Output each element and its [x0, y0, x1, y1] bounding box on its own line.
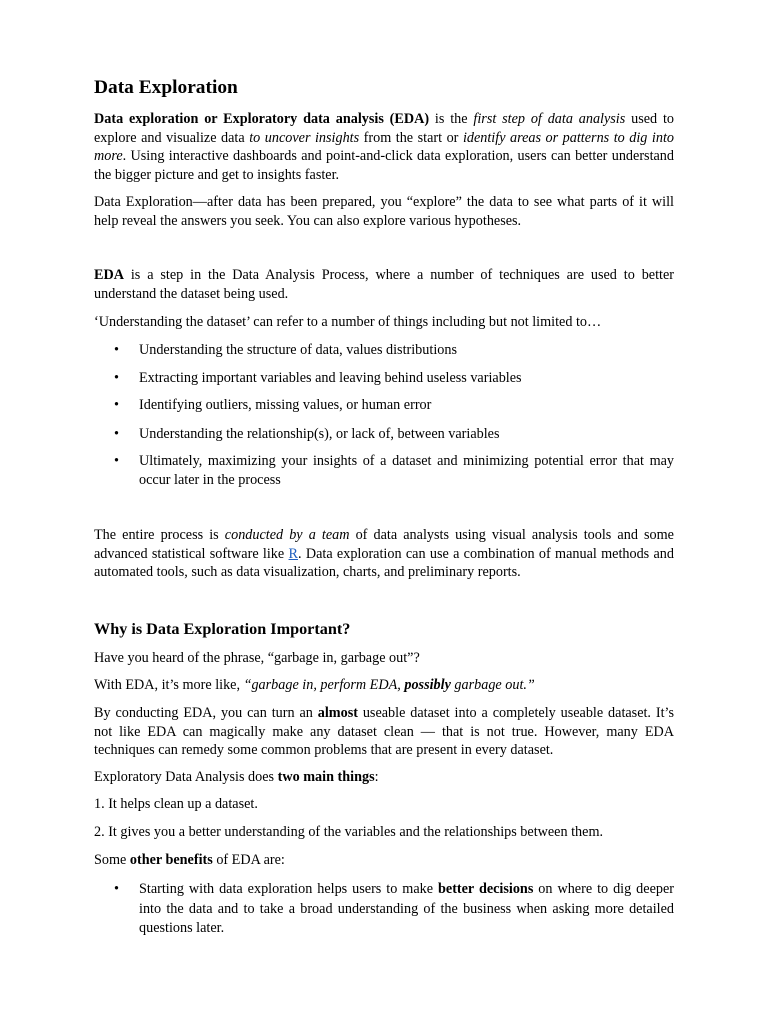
intro-paragraph: [94, 110, 674, 184]
understanding-list: [94, 341, 674, 490]
two-things-text-1: Exploratory Data Analysis does: [94, 769, 278, 785]
eda-phrase-italic-2: garbage out.”: [450, 677, 535, 693]
process-paragraph: [94, 526, 674, 582]
intro-text-3: from the start or: [359, 129, 463, 146]
benefits-bold: other benefits: [129, 852, 213, 868]
point-two: 2. It gives you a better understanding of the variables and the relationships between them.: [94, 824, 604, 840]
two-things-bold: two main things: [277, 769, 375, 785]
intro-italic-2: to uncover insights: [249, 129, 360, 146]
page-title: Data Exploration: [94, 77, 238, 98]
process-text-1: The entire process is: [94, 527, 225, 543]
phrase-question: Have you heard of the phrase, “garbage in, garbage out”?: [94, 650, 420, 666]
list-item: [94, 452, 674, 489]
conducting-paragraph: [94, 704, 674, 760]
benefits-list: [94, 880, 674, 939]
two-things-text-2: :: [374, 769, 379, 785]
benefits-text-2: of EDA are:: [212, 852, 285, 868]
process-text-2: of data analysts using visual analysis tools and some advanced statistical software like: [94, 527, 674, 562]
bullet-marker: •: [114, 453, 119, 470]
process-text-3: . Data exploration can use a combination of manual methods and automated tools, such as data visualization, charts, and preliminary reports.: [94, 545, 674, 581]
eda-phrase-italic-1: “garbage in, perform EDA,: [243, 677, 405, 693]
eda-bold-term: EDA: [94, 267, 124, 283]
conducting-text-1: By conducting EDA, you can turn an: [94, 705, 318, 721]
conducting-text-2: useable dataset into a completely useable dataset. It’s not like EDA can magically make any dataset clean — that is not true. However, many EDA techniques can remedy some common problems that are present in every dataset.: [94, 705, 675, 759]
intro-text-1: is the: [429, 111, 474, 127]
point-one: 1. It helps clean up a dataset.: [94, 796, 258, 812]
eda-phrase: [94, 676, 674, 695]
definition-paragraph: Data Exploration—after data has been prepared, you “explore” the data to see what parts of it will help reveal the answers you seek. You can also explore various hypotheses.: [94, 194, 674, 229]
list-item: [94, 396, 674, 415]
bullet-marker: •: [114, 342, 119, 358]
section-heading: Why is Data Exploration Important?: [94, 620, 351, 638]
benefits-text-1: Some: [94, 852, 130, 868]
benefit-text-1: Starting with data exploration helps users to make: [139, 881, 438, 897]
bullet-marker: •: [114, 369, 119, 386]
list-item-text: Identifying outliers, missing values, or human error: [139, 397, 432, 414]
two-things-paragraph: [94, 768, 674, 787]
list-item-text: [139, 880, 674, 939]
conducting-bold: almost: [317, 705, 358, 721]
benefits-intro: [94, 851, 674, 870]
list-item: [94, 880, 674, 939]
list-item: [94, 425, 674, 444]
eda-paragraph: [94, 266, 674, 303]
list-item-text: Understanding the structure of data, values distributions: [139, 342, 457, 358]
list-item-text: Extracting important variables and leaving behind useless variables: [139, 369, 522, 386]
bullet-marker: •: [114, 881, 119, 897]
intro-bold-term: Data exploration or Exploratory data analysis (EDA): [94, 111, 430, 127]
eda-phrase-bold-italic: possibly: [404, 677, 451, 693]
list-item: [94, 341, 674, 360]
understanding-intro: ‘Understanding the dataset’ can refer to a number of things including but not limited to…: [94, 314, 602, 330]
benefit-bold: better decisions: [438, 881, 534, 897]
intro-text-2: used to explore and visualize data: [94, 111, 675, 146]
intro-italic-1: first step of data analysis: [473, 111, 626, 127]
r-link[interactable]: R: [288, 545, 298, 562]
list-item: [94, 369, 674, 388]
benefit-text-2: on where to dig deeper into the data and to take a broad understanding of the business when asking more detailed questions later.: [139, 881, 674, 936]
intro-text-4: . Using interactive dashboards and point-and-click data exploration, users can better understand the bigger picture and get to insights faster.: [94, 148, 674, 183]
eda-text: is a step in the Data Analysis Process, where a number of techniques are used to better understand the dataset being used.: [94, 267, 674, 302]
eda-phrase-text: With EDA, it’s more like,: [94, 677, 244, 693]
intro-italic-3: identify areas or patterns to dig into more: [94, 129, 675, 165]
list-item-text: Understanding the relationship(s), or lack of, between variables: [139, 425, 500, 442]
bullet-marker: •: [114, 397, 119, 414]
list-item-text: Ultimately, maximizing your insights of a dataset and minimizing potential error that may occur later in the process: [139, 453, 674, 488]
bullet-marker: •: [114, 425, 119, 442]
process-italic: conducted by a team: [224, 527, 350, 543]
